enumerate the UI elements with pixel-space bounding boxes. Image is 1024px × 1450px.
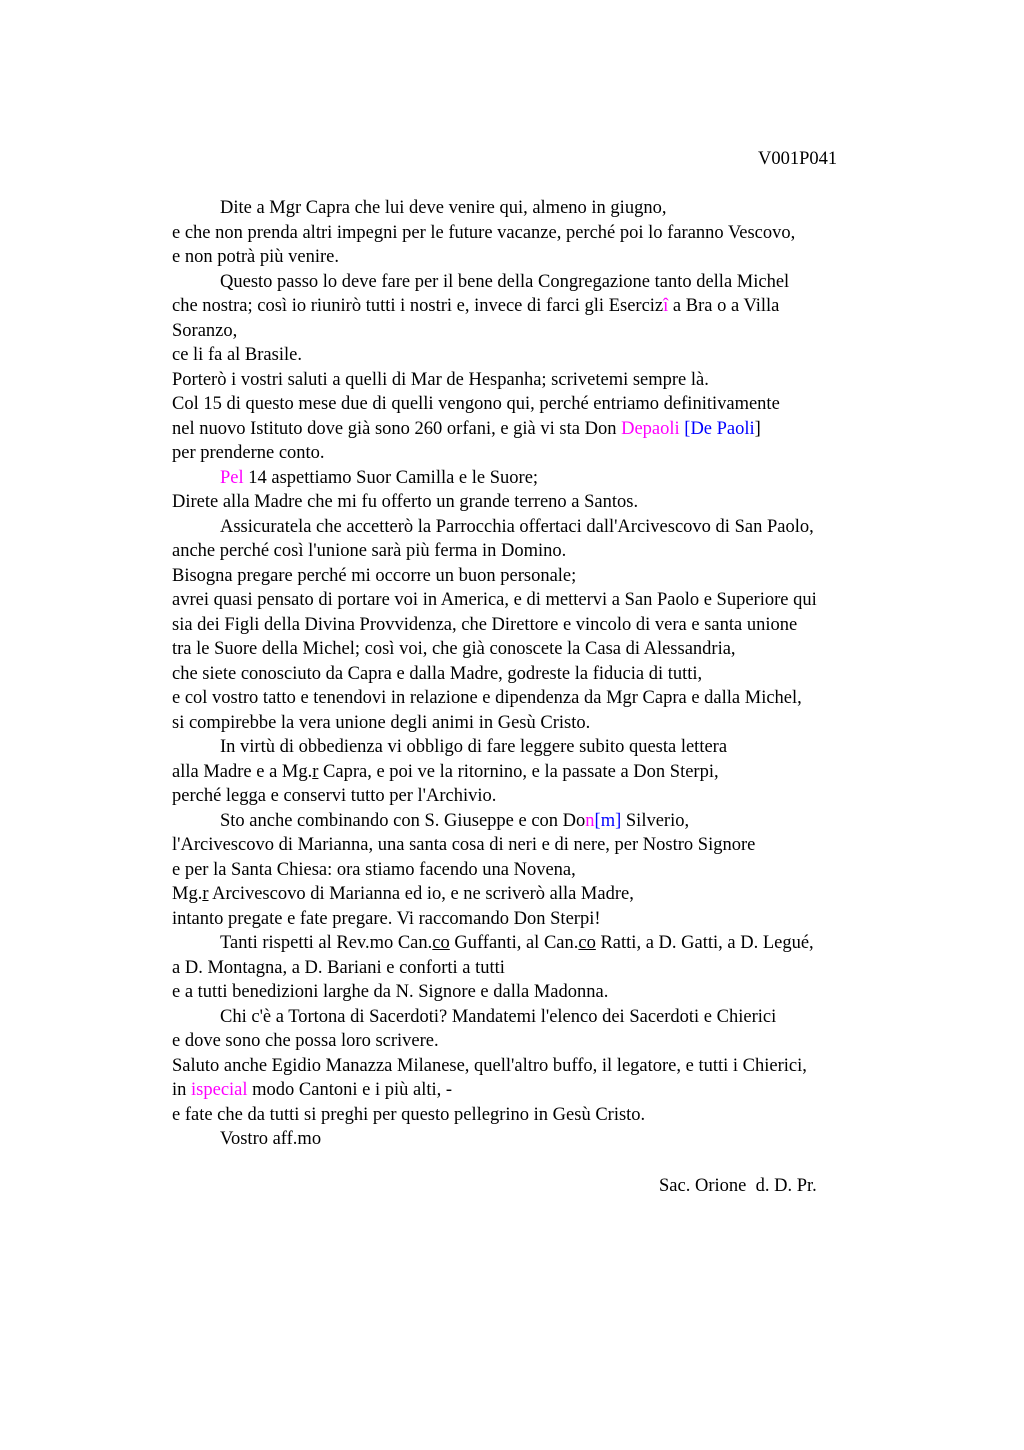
letter-line (172, 539, 902, 564)
page-id: V001P041 (758, 149, 838, 169)
letter-line (172, 980, 902, 1005)
letter-body (172, 196, 902, 1152)
letter-line (172, 196, 902, 221)
letter-line (172, 931, 902, 956)
text-run: Guffanti, al Can. (449, 933, 579, 953)
editorial-mark: î (663, 296, 669, 316)
abbreviation-suffix: r (312, 761, 319, 782)
letter-line (172, 1078, 902, 1103)
text-run: avrei quasi pensato di portare voi in America, e di mettervi a San Paolo e Superiore qui (172, 590, 817, 610)
editorial-original: Pel (220, 467, 244, 488)
text-run: a Bra o a Villa (668, 296, 780, 316)
letter-line (172, 270, 902, 295)
letter-line (172, 1054, 902, 1079)
letter-line (172, 833, 902, 858)
signature: Sac. Orione d. D. Pr. (659, 1176, 817, 1196)
text-run: nel nuovo Istituto dove già sono 260 orfani, e già vi sta Don (172, 418, 622, 439)
editorial-original: n (585, 810, 595, 831)
abbreviation-suffix: co (432, 933, 450, 953)
text-run: che nostra; così io riunirò tutti i nostri e, invece di farci gli Eserciz (172, 296, 664, 316)
letter-line (172, 319, 902, 344)
text-run: Assicuratela che accetterò la Parrocchia offertaci dall'Arcivescovo di San Paolo, (220, 516, 814, 537)
text-run: tra le Suore della Michel; così voi, che già conoscete la Casa di Alessandria, (172, 639, 736, 659)
letter-line (172, 735, 902, 760)
abbreviation-suffix: co (578, 933, 596, 953)
text-run: anche perché così l'unione sarà più ferma in Domino. (172, 541, 567, 561)
text-run: e dove sono che possa loro scrivere. (172, 1031, 439, 1051)
text-run: Dite a Mgr Capra che lui deve venire qui, almeno in giugno, (220, 198, 667, 218)
text-run: Tanti rispetti al Rev.mo Can. (220, 933, 433, 953)
text-run: Questo passo lo deve fare per il bene della Congregazione tanto della Michel (220, 271, 790, 292)
letter-line (172, 956, 902, 981)
text-run: intanto pregate e fate pregare. Vi raccomando Don Sterpi! (172, 908, 601, 929)
letter-line (172, 711, 902, 736)
letter-line (172, 392, 902, 417)
text-run: Direte alla Madre che mi fu offerto un grande terreno a Santos. (172, 492, 639, 512)
text-run: Capra, e poi ve la ritornino, e la passate a Don Sterpi, (318, 761, 719, 782)
letter-line (172, 294, 902, 319)
letter-line (172, 1029, 902, 1054)
text-run: e a tutti benedizioni larghe da N. Signore e dalla Madonna. (172, 982, 609, 1002)
letter-line (172, 809, 902, 834)
text-run: Chi c'è a Tortona di Sacerdoti? Mandatemi l'elenco dei Sacerdoti e Chierici (220, 1006, 777, 1027)
text-run: a D. Montagna, a D. Bariani e conforti a tutti (172, 957, 505, 978)
letter-line (172, 882, 902, 907)
text-run: Col 15 di questo mese due di quelli vengono qui, perché entriamo definitivamente (172, 394, 780, 414)
text-run: e fate che da tutti si preghi per questo pellegrino in Gesù Cristo. (172, 1104, 646, 1125)
letter-line (172, 637, 902, 662)
bracket: ] (754, 418, 761, 439)
letter-line (172, 417, 902, 442)
letter-line (172, 466, 902, 491)
text-run: Sto anche combinando con S. Giuseppe e con Do (220, 810, 586, 831)
text-run: e col vostro tatto e tenendovi in relazione e dipendenza da Mgr Capra e dalla Michel, (172, 688, 802, 708)
letter-line (172, 490, 902, 515)
text-run: perché legga e conservi tutto per l'Archivio. (172, 786, 497, 806)
letter-line (172, 515, 902, 540)
letter-line (172, 368, 902, 393)
letter-line (172, 907, 902, 932)
text-run: Bisogna pregare perché mi occorre un buon personale; (172, 565, 577, 586)
letter-line (172, 686, 902, 711)
text-run: l'Arcivescovo di Marianna, una santa cosa di neri e di nere, per Nostro Signore (172, 835, 756, 855)
abbreviation-suffix: r (202, 884, 209, 904)
letter-line (172, 1005, 902, 1030)
text-run: alla Madre e a Mg. (172, 761, 313, 782)
letter-line (172, 564, 902, 589)
text-run: ce li fa al Brasile. (172, 345, 302, 365)
text-run: Saluto anche Egidio Manazza Milanese, quell'altro buffo, il legatore, e tutti i Chierici, (172, 1055, 807, 1076)
editorial-correction: De Paoli (690, 418, 755, 439)
text-run: 14 aspettiamo Suor Camilla e le Suore; (243, 467, 539, 488)
letter-line (172, 784, 902, 809)
text-run: che siete conosciuto da Capra e dalla Madre, godreste la fiducia di tutti, (172, 663, 703, 684)
text-run: Silverio, (621, 810, 690, 831)
letter-line (172, 1127, 902, 1152)
text-run: modo Cantoni e i più alti, - (247, 1080, 453, 1100)
text-run: e che non prenda altri impegni per le future vacanze, perché poi lo faranno Vescovo, (172, 222, 796, 243)
letter-line (172, 1103, 902, 1128)
text-run: si compirebbe la vera unione degli animi in Gesù Cristo. (172, 712, 591, 733)
text-run: Vostro aff.mo (220, 1129, 322, 1149)
letter-line (172, 662, 902, 687)
letter-line (172, 588, 902, 613)
letter-line (172, 245, 902, 270)
letter-line (172, 858, 902, 883)
text-run: Arcivescovo di Marianna ed io, e ne scriverò alla Madre, (208, 884, 634, 904)
letter-line (172, 441, 902, 466)
text-run: Ratti, a D. Gatti, a D. Legué, (595, 933, 814, 953)
editorial-original: Depaoli (621, 418, 680, 439)
text-run: Porterò i vostri saluti a quelli di Mar de Hespanha; scrivetemi sempre là. (172, 369, 709, 390)
bracket: [ (679, 418, 691, 439)
text-run: sia dei Figli della Divina Provvidenza, che Direttore e vincolo di vera e santa unione (172, 614, 798, 635)
text-run: per prenderne conto. (172, 443, 325, 463)
letter-line (172, 613, 902, 638)
text-run: in (172, 1080, 192, 1100)
text-run: Mg. (172, 884, 203, 904)
text-run: e non potrà più venire. (172, 247, 339, 267)
letter-line (172, 343, 902, 368)
text-run: Soranzo, (172, 320, 238, 341)
letter-line (172, 221, 902, 246)
editorial-original: ispecial (191, 1080, 248, 1100)
text-run: In virtù di obbedienza vi obbligo di fare leggere subito questa lettera (220, 737, 728, 757)
letter-line (172, 760, 902, 785)
text-run: e per la Santa Chiesa: ora stiamo facendo una Novena, (172, 859, 576, 880)
editorial-correction: [m] (594, 810, 622, 831)
